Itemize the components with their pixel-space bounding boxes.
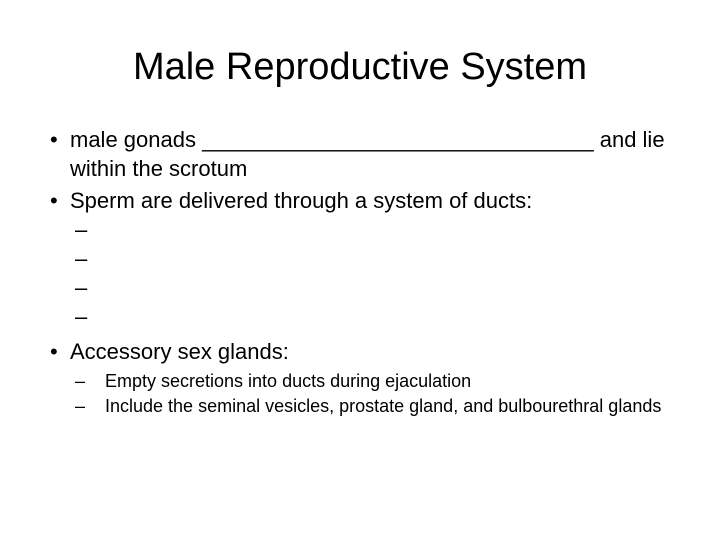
bullet-sperm-ducts xyxy=(50,186,690,215)
duct-blank-item xyxy=(50,273,690,302)
bullet-marker: • xyxy=(50,188,58,213)
dash-marker: – xyxy=(75,304,88,329)
dash-marker: – xyxy=(75,246,88,271)
duct-blank-item xyxy=(50,302,690,331)
dash-marker: – xyxy=(75,371,86,391)
accessory-subitem xyxy=(50,394,690,419)
dash-marker: – xyxy=(75,217,88,242)
accessory-subitem xyxy=(50,369,690,394)
slide-body xyxy=(50,125,690,419)
bullet-text: Accessory sex glands: xyxy=(70,339,289,364)
bullet-male-gonads xyxy=(50,125,690,183)
duct-blank-item xyxy=(50,244,690,273)
bullet-text: Sperm are delivered through a system of ducts: xyxy=(70,188,533,213)
duct-blank-item xyxy=(50,215,690,244)
subitem-text: Include the seminal vesicles, prostate gland, and bulbourethral glands xyxy=(105,396,662,416)
dash-marker: – xyxy=(75,275,88,300)
subitem-text: Empty secretions into ducts during ejaculation xyxy=(105,371,472,391)
bullet-marker: • xyxy=(50,339,58,364)
bullet-accessory-glands xyxy=(50,337,690,366)
bullet-marker: • xyxy=(50,127,58,152)
dash-marker: – xyxy=(75,396,86,416)
slide-title: Male Reproductive System xyxy=(132,46,588,88)
bullet-text: male gonads ________________________________ and lie within the scrotum xyxy=(70,127,665,181)
